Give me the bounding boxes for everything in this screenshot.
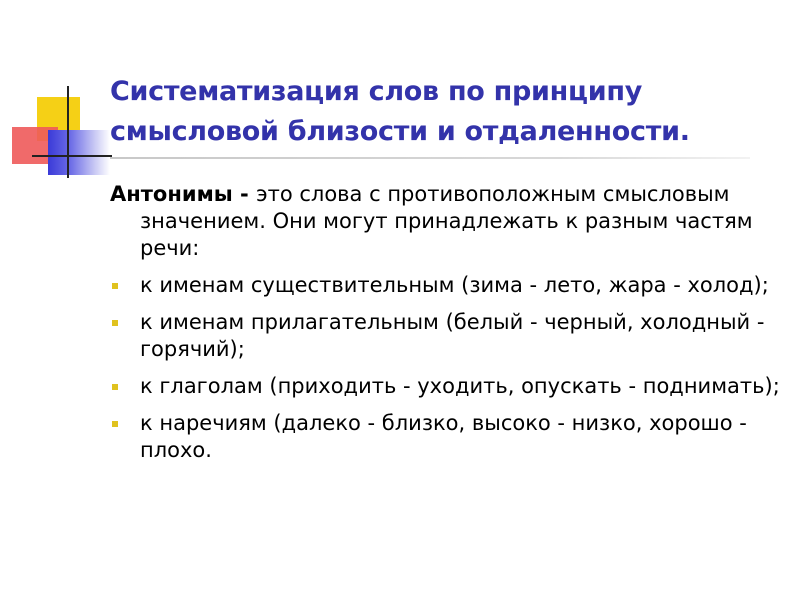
logo-squares-icon (0, 0, 110, 190)
slide-title: Систематизация слов по принципу смысловой близости и отдаленности. (110, 76, 690, 147)
list-item (110, 373, 780, 400)
list-item-text: к глаголам (приходить - уходить, опускать - поднимать); (140, 374, 780, 398)
slide-body (110, 181, 780, 464)
square-bullet-icon (112, 421, 118, 427)
list-item (110, 309, 780, 363)
list-item (110, 272, 780, 299)
list-item-text: к именам существительным (зима - лето, жара - холод); (140, 273, 769, 297)
bullet-list (110, 272, 780, 464)
logo-horizontal-line (32, 155, 112, 157)
list-item (110, 410, 780, 464)
square-bullet-icon (112, 283, 118, 289)
square-bullet-icon (112, 384, 118, 390)
title-divider (110, 157, 750, 159)
lead-paragraph (110, 181, 780, 262)
logo-blue-square (48, 130, 110, 175)
list-item-text: к наречиям (далеко - близко, высоко - низко, хорошо - плохо. (140, 411, 747, 462)
list-item-text: к именам прилагательным (белый - черный, холодный - горячий); (140, 310, 765, 361)
lead-term: Антонимы - (110, 182, 257, 206)
square-bullet-icon (112, 320, 118, 326)
logo-vertical-line (67, 86, 69, 178)
lead-definition: это слова с противоположным смысловым значением. Они могут принадлежать к разным частям речи: (140, 182, 753, 260)
